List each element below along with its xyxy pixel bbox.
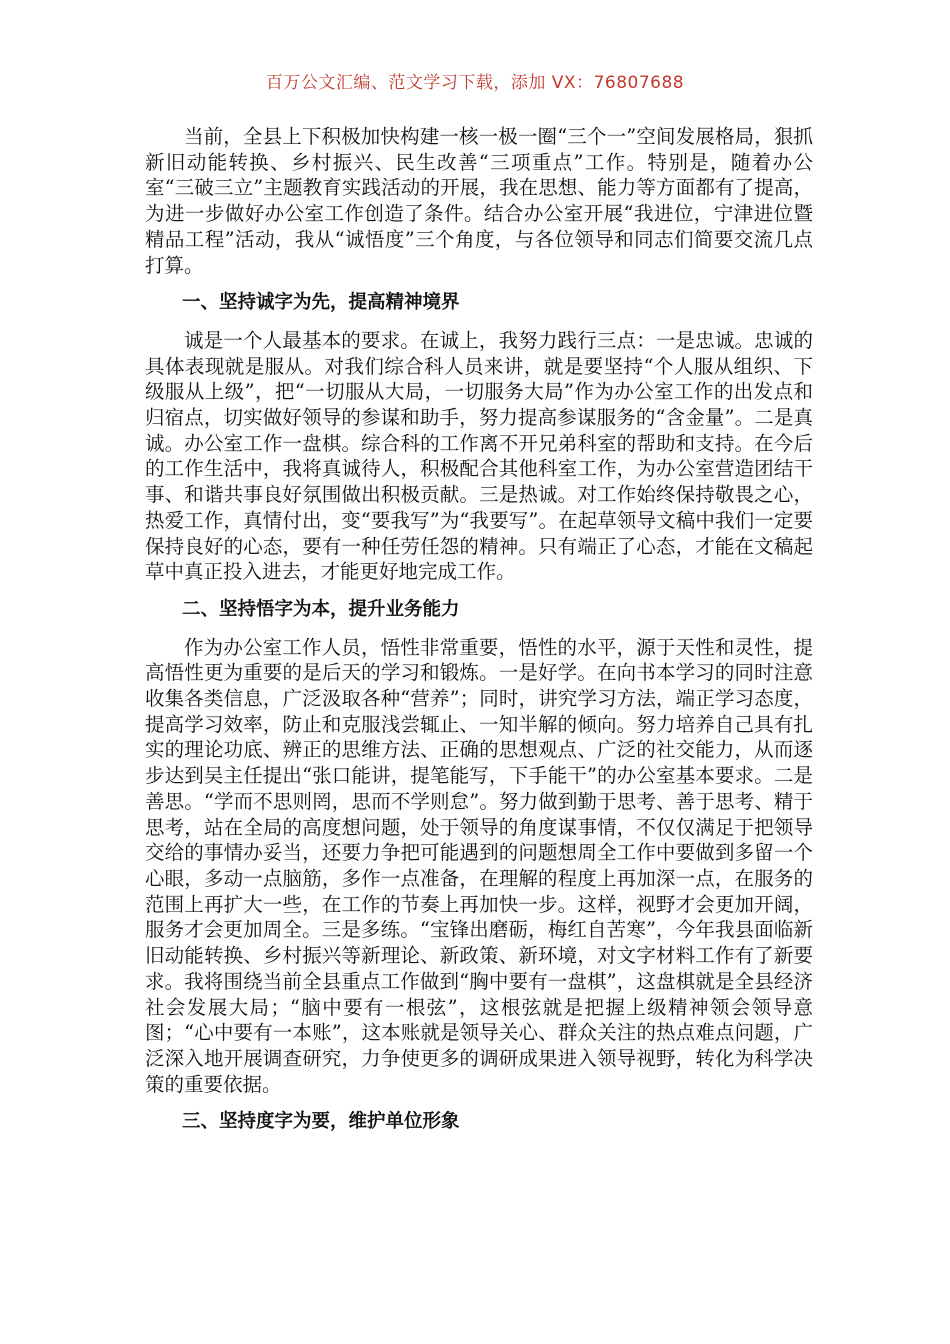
intro-paragraph: 当前，全县上下积极加快构建一核一极一圈“三个一”空间发展格局，狠抓新旧动能转换、乡村振兴、民生改善“三项重点”工作。特别是，随着办公室“三破三立”主题教育实践活动的开展，我在思想、能力等方面都有了提高，为进一步做好办公室工作创造了条件。结合办公室开展“我进位，宁津进位暨精品工程”活动，我从“诚悟度”三个角度，与各位领导和同志们简要交流几点打算。: [145, 125, 813, 277]
section-2-heading: 二、坚持悟字为本，提升业务能力: [182, 598, 460, 620]
header-banner: 百万公文汇编、范文学习下载，添加 VX：76807688: [265, 73, 685, 93]
section-3-heading: 三、坚持度字为要，维护单位形象: [182, 1111, 460, 1133]
section-2-body: 作为办公室工作人员，悟性非常重要，悟性的水平，源于天性和灵性，提高悟性更为重要的是后天的学习和锻炼。一是好学。在向书本学习的同时注意收集各类信息，广泛汲取各种“营养”；同时，讲究学习方法，端正学习态度，提高学习效率，防止和克服浅尝辄止、一知半解的倾向。努力培养自己具有扎实的理论功底、辨正的思维方法、正确的思想观点、广泛的社交能力，从而逐步达到吴主任提出“张口能讲，提笔能写，下手能干”的办公室基本要求。二是善思。“学而不思则罔，思而不学则怠”。努力做到勤于思考、善于思考、精于思考，站在全局的高度想问题，处于领导的角度谋事情，不仅仅满足于把领导交给的事情办妥当，还要力争把可能遇到的问题想周全工作中要做到多留一个心眼，多动一点脑筋，多作一点准备，在理解的程度上再加深一点，在服务的范围上再扩大一些，在工作的节奏上再加快一步。这样，视野才会更加开阔，服务才会更加周全。三是多练。“宝锋出磨砺，梅红自苦寒”，今年我县面临新旧动能转换、乡村振兴等新理论、新政策、新环境，对文字材料工作有了新要求。我将围绕当前全县重点工作做到“胸中要有一盘棋”，这盘棋就是全县经济社会发展大局；“脑中要有一根弦”，这根弦就是把握上级精神领会领导意图；“心中要有一本账”，这本账就是领导关心、群众关注的热点难点问题，广泛深入地开展调查研究，力争使更多的调研成果进入领导视野，转化为科学决策的重要依据。: [145, 635, 813, 1096]
section-1-heading: 一、坚持诚字为先，提高精神境界: [182, 292, 460, 314]
section-1-body: 诚是一个人最基本的要求。在诚上，我努力践行三点：一是忠诚。忠诚的具体表现就是服从。对我们综合科人员来讲，就是要坚持“个人服从组织、下级服从上级”，把“一切服从大局，一切服务大局”作为办公室工作的出发点和归宿点，切实做好领导的参谋和助手，努力提高参谋服务的“含金量”。二是真诚。办公室工作一盘棋。综合科的工作离不开兄弟科室的帮助和支持。在今后的工作生活中，我将真诚待人，积极配合其他科室工作，为办公室营造团结干事、和谐共事良好氛围做出积极贡献。三是热诚。对工作始终保持敬畏之心，热爱工作，真情付出，变“要我写”为“我要写”。在起草领导文稿中我们一定要保持良好的心态，要有一种任劳任怨的精神。只有端正了心态，才能在文稿起草中真正投入进去，才能更好地完成工作。: [145, 328, 813, 584]
document-body: [145, 124, 813, 1135]
